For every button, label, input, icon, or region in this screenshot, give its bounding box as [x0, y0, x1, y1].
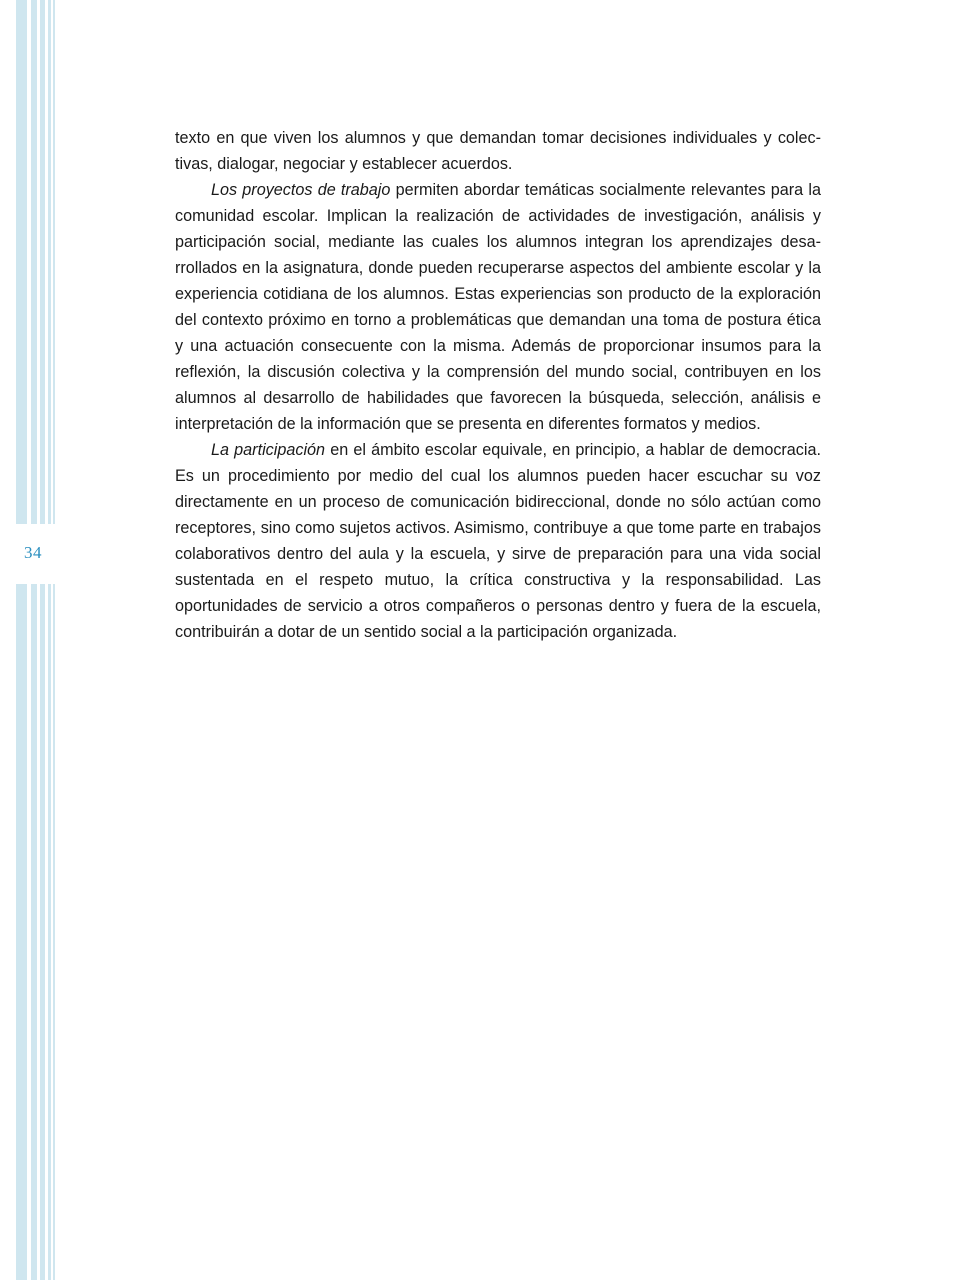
margin-stripe — [16, 0, 27, 524]
margin-stripe — [53, 584, 55, 1280]
body-text — [175, 125, 821, 645]
paragraph-lead-italic: Los proyectos de trabajo — [211, 181, 391, 199]
paragraph-proyectos — [175, 177, 821, 437]
margin-stripe — [31, 584, 37, 1280]
paragraph-text: texto en que viven los alumnos y que demandan tomar decisiones individuales y colectivas, dialogar, negociar y establecer acuerdos. — [175, 129, 821, 173]
margin-stripe — [40, 584, 45, 1280]
margin-stripe — [53, 0, 55, 524]
margin-stripe — [48, 584, 51, 1280]
margin-stripe — [16, 584, 27, 1280]
page-number: 34 — [24, 543, 42, 562]
paragraph-lead-italic: La participación — [211, 441, 326, 459]
margin-stripe — [40, 0, 45, 524]
margin-stripe — [31, 0, 37, 524]
paragraph-continuation — [175, 125, 821, 177]
paragraph-text: en el ámbito escolar equivale, en principio, a hablar de democracia. Es un procedimiento por medio del cual los alumnos pueden hacer escuchar su voz directamente en un proceso de comunicación bidireccional, donde no sólo actúan como receptores, sino como sujetos activos. Asimismo, contribuye a que tome parte en trabajos colaborativos dentro del aula y la escuela, y sirve de preparación para una vida social sustentada en el respeto mutuo, la crítica constructiva y la responsabilidad. Las oportunidades de servicio a otros compañeros o personas dentro y fuera de la escuela, contribuirán a dotar de un sentido social a la participación organizada. — [175, 441, 822, 641]
paragraph-participacion — [175, 437, 821, 645]
margin-stripes — [0, 0, 60, 1280]
paragraph-text: permiten abordar temáticas socialmente relevantes para la comunidad escolar. Implican la realización de actividades de investigación, análisis y participación social, mediante las cuales los alumnos integran los aprendizajes desarrollados en la asignatura, donde pueden recuperarse aspectos del ambiente escolar y la experiencia cotidiana de los alumnos. Estas experiencias son producto de la exploración del contexto próximo en torno a problemáticas que demandan una toma de postura ética y una actuación consecuente con la misma. Además de proporcionar insumos para la reflexión, la discusión colectiva y la comprensión del mundo social, contribuyen en los alumnos al desarrollo de habilidades que favorecen la búsqueda, selección, análisis e interpretación de la información que se presenta en diferentes formatos y medios. — [175, 181, 821, 433]
margin-stripe — [48, 0, 51, 524]
